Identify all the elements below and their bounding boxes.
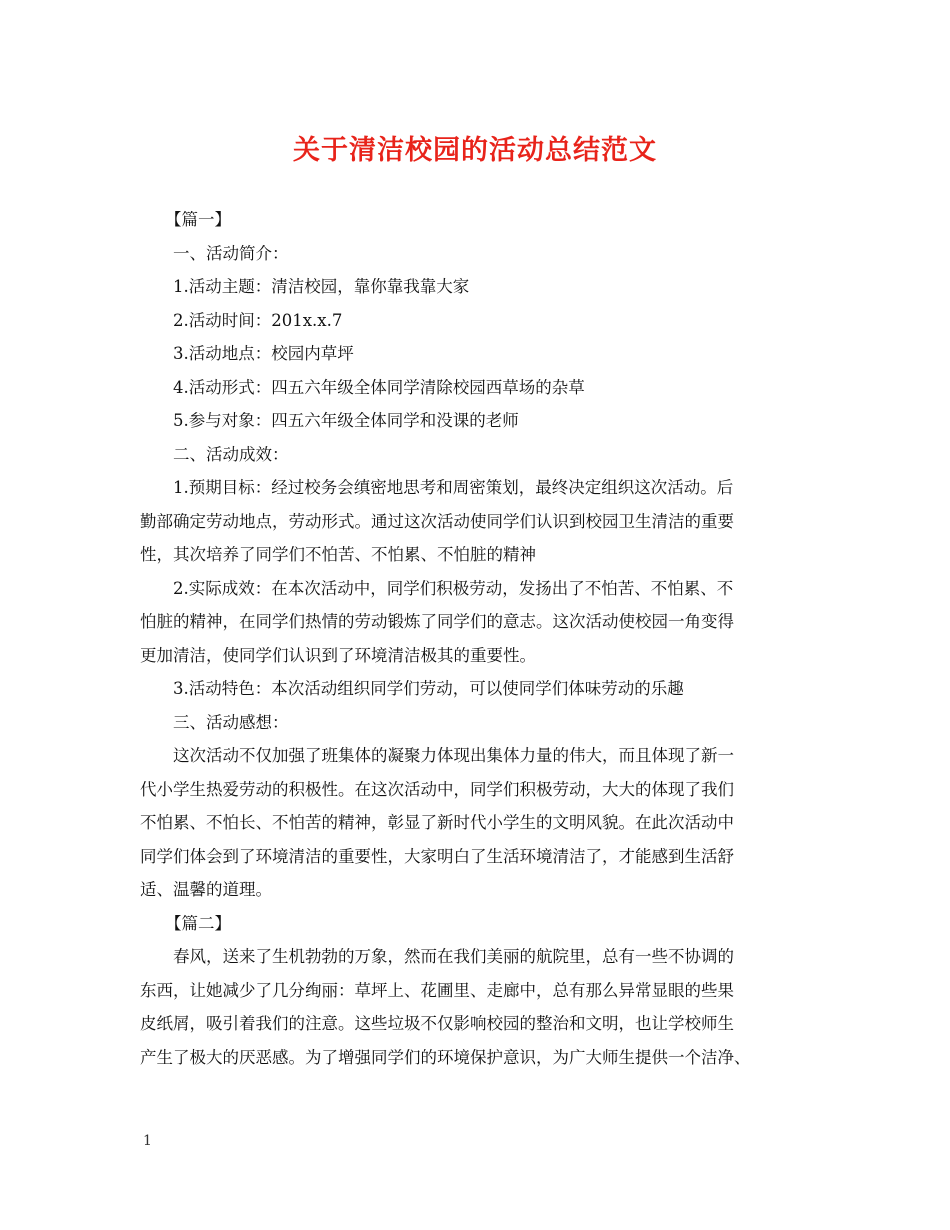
body-line: 3.活动特色：本次活动组织同学们劳动，可以使同学们体味劳动的乐趣 <box>173 679 684 698</box>
body-line: 更加清洁，使同学们认识到了环境清洁极其的重要性。 <box>140 645 536 665</box>
body-line: 3.活动地点：校园内草坪 <box>173 344 354 363</box>
body-line: 春风，送来了生机勃勃的万象，然而在我们美丽的航院里，总有一些不协调的 <box>173 947 734 966</box>
body-line: 皮纸屑，吸引着我们的注意。这些垃圾不仅影响校园的整治和文明，也让学校师生 <box>140 1014 734 1033</box>
body-line: 一、活动简介： <box>173 243 289 263</box>
body-line: 产生了极大的厌恶感。为了增强同学们的环境保护意识，为广大师生提供一个洁净、 <box>140 1047 751 1067</box>
body-line: 这次活动不仅加强了班集体的凝聚力体现出集体力量的伟大，而且体现了新一 <box>173 746 734 765</box>
body-line: 性，其次培养了同学们不怕苦、不怕累、不怕脏的精神 <box>140 545 536 564</box>
body-line: 1.预期目标：经过校务会缜密地思考和周密策划，最终决定组织这次活动。后 <box>173 478 734 497</box>
body-line: 怕脏的精神，在同学们热情的劳动锻炼了同学们的意志。这次活动使校园一角变得 <box>140 612 734 631</box>
body-line: 二、活动成效： <box>173 444 289 464</box>
body-line: 2.活动时间：201x.x.7 <box>173 310 343 330</box>
document-title: 关于清洁校园的活动总结范文 <box>293 135 657 166</box>
body-line: 勤部确定劳动地点，劳动形式。通过这次活动使同学们认识到校园卫生清洁的重要 <box>140 511 734 531</box>
document-body <box>140 203 812 1074</box>
page-number: 1 <box>143 1133 152 1149</box>
body-line: 三、活动感想： <box>173 712 289 732</box>
section-heading: 【篇一】 <box>165 210 231 229</box>
body-line: 1.活动主题：清洁校园，靠你靠我靠大家 <box>173 277 470 296</box>
body-line: 5.参与对象：四五六年级全体同学和没课的老师 <box>173 411 519 430</box>
body-line: 不怕累、不怕长、不怕苦的精神，彰显了新时代小学生的文明风貌。在此次活动中 <box>140 813 734 832</box>
section-heading: 【篇二】 <box>165 913 231 933</box>
body-line: 代小学生热爱劳动的积极性。在这次活动中，同学们积极劳动，大大的体现了我们 <box>140 779 734 799</box>
body-line: 2.实际成效：在本次活动中，同学们积极劳动，发扬出了不怕苦、不怕累、不 <box>173 578 734 598</box>
body-line: 同学们体会到了环境清洁的重要性，大家明白了生活环境清洁了，才能感到生活舒 <box>140 846 734 866</box>
body-line: 适、温馨的道理。 <box>140 880 272 899</box>
body-line: 4.活动形式：四五六年级全体同学清除校园西草场的杂草 <box>173 377 585 397</box>
body-line: 东西，让她减少了几分绚丽：草坪上、花圃里、走廊中，总有那么异常显眼的些果 <box>140 980 734 1000</box>
